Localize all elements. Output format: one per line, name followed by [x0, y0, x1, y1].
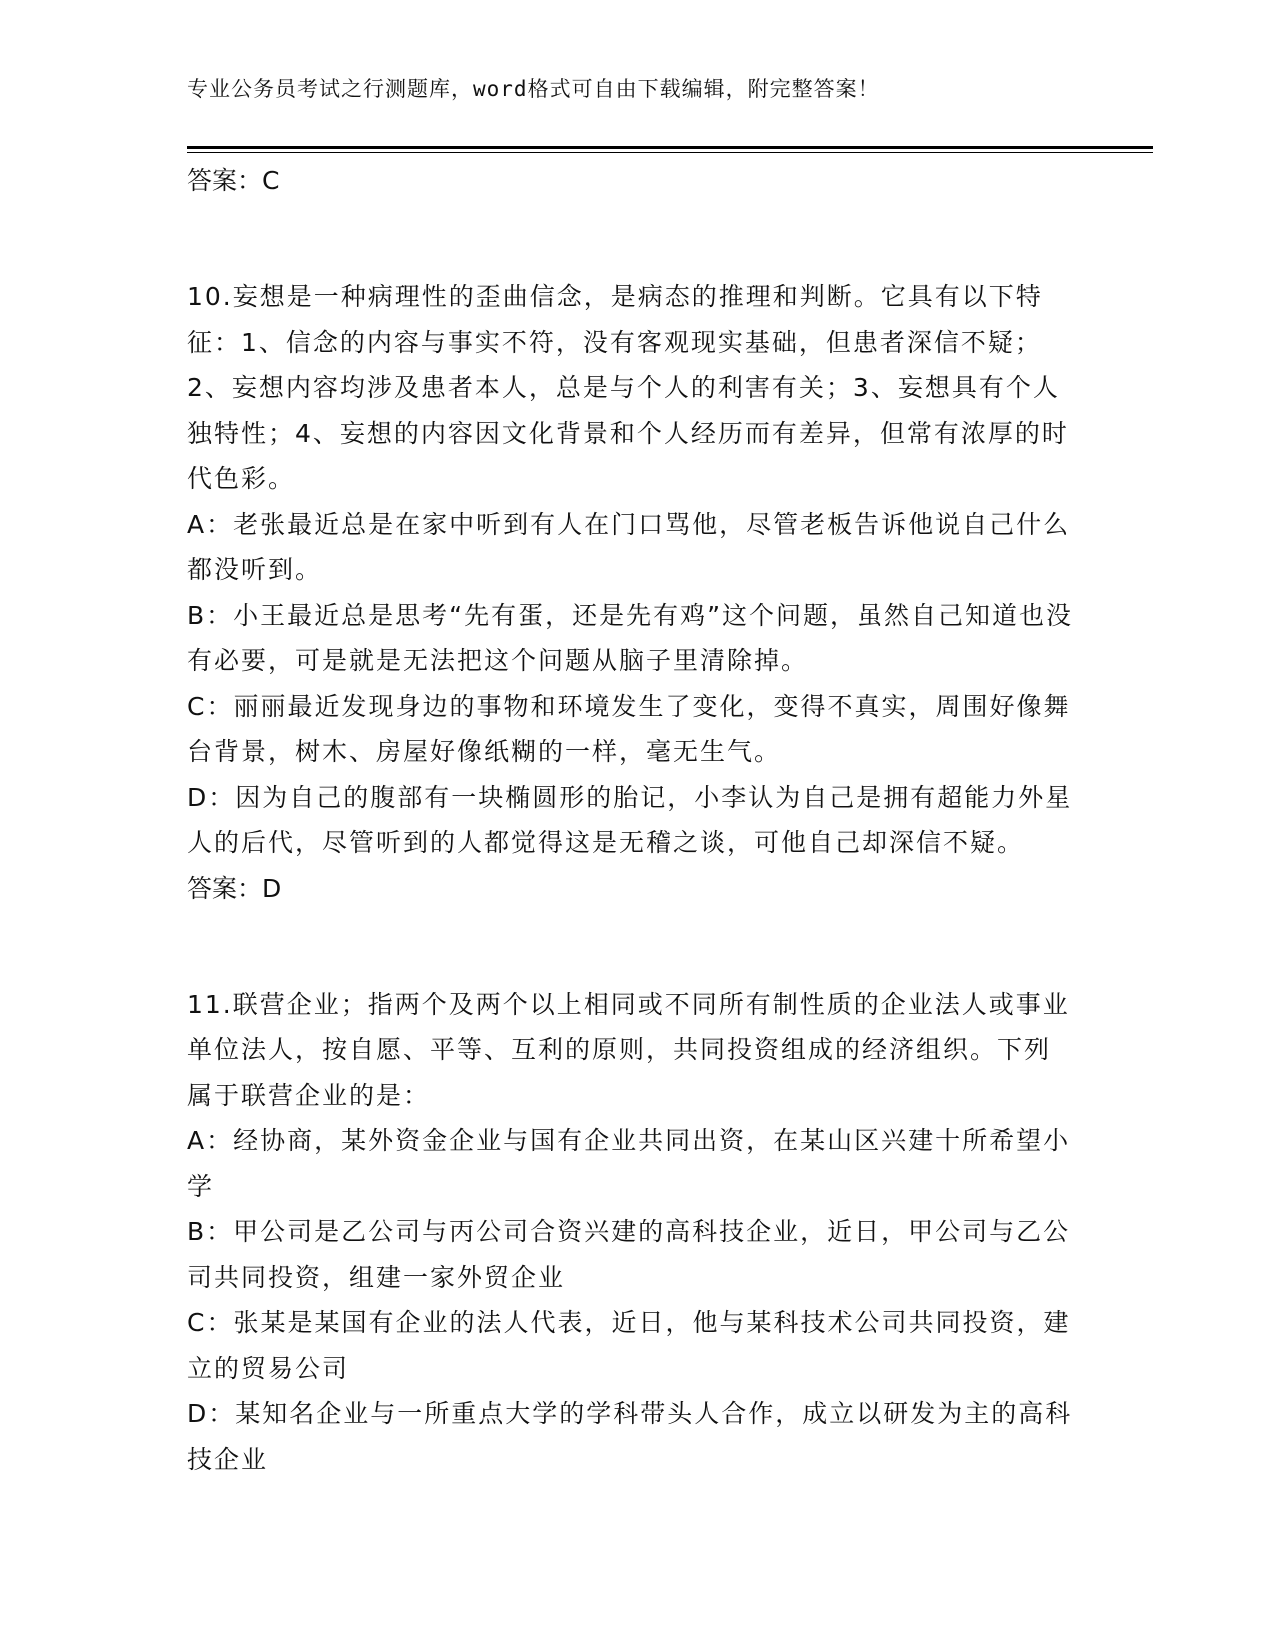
option-a: A：经协商，某外资金企业与国有企业共同出资，在某山区兴建十所希望小学: [187, 1126, 1071, 1201]
option-d: D：因为自己的腹部有一块椭圆形的胎记，小李认为自己是拥有超能力外星人的后代，尽管听到的人都觉得这是无稽之谈，可他自己却深信不疑。: [187, 782, 1073, 857]
answer-line: 答案：D: [187, 873, 282, 903]
option-c: C：张某是某国有企业的法人代表，近日，他与某科技术公司共同投资，建立的贸易公司: [187, 1308, 1071, 1383]
option-d: D：某知名企业与一所重点大学的学科带头人合作，成立以研发为主的高科技企业: [187, 1399, 1073, 1474]
option-c: C：丽丽最近发现身边的事物和环境发生了变化，变得不真实，周围好像舞台背景，树木、房屋好像纸糊的一样，毫无生气。: [187, 691, 1071, 766]
spacer: [187, 204, 1077, 250]
header-rule-thick: [187, 146, 1153, 149]
spacer: [187, 912, 1077, 958]
answer-line: 答案：C: [187, 166, 280, 195]
question-stem: 11.联营企业；指两个及两个以上相同或不同所有制性质的企业法人或事业单位法人，按自愿、平等、互利的原则，共同投资组成的经济组织。下列属于联营企业的是：: [187, 989, 1070, 1110]
header-rule-thin: [187, 152, 1153, 153]
question-content: [187, 158, 1077, 1482]
option-a: A：老张最近总是在家中听到有人在门口骂他，尽管老板告诉他说自己什么都没听到。: [187, 509, 1071, 584]
option-b: B：小王最近总是思考“先有蛋，还是先有鸡”这个问题，虽然自己知道也没有必要，可是就是无法把这个问题从脑子里清除掉。: [187, 600, 1074, 675]
question-stem: 10.妄想是一种病理性的歪曲信念，是病态的推理和判断。它具有以下特征：1、信念的内容与事实不符，没有客观现实基础，但患者深信不疑；2、妄想内容均涉及患者本人，总是与个人的利害有关；3、妄想具有个人独特性；4、妄想的内容因文化背景和个人经历而有差异，但常有浓厚的时代色彩。: [187, 282, 1069, 493]
page-header: 专业公务员考试之行测题库，word格式可自由下载编辑，附完整答案！: [187, 77, 880, 101]
option-b: B：甲公司是乙公司与丙公司合资兴建的高科技企业，近日，甲公司与乙公司共同投资，组建一家外贸企业: [187, 1217, 1071, 1292]
